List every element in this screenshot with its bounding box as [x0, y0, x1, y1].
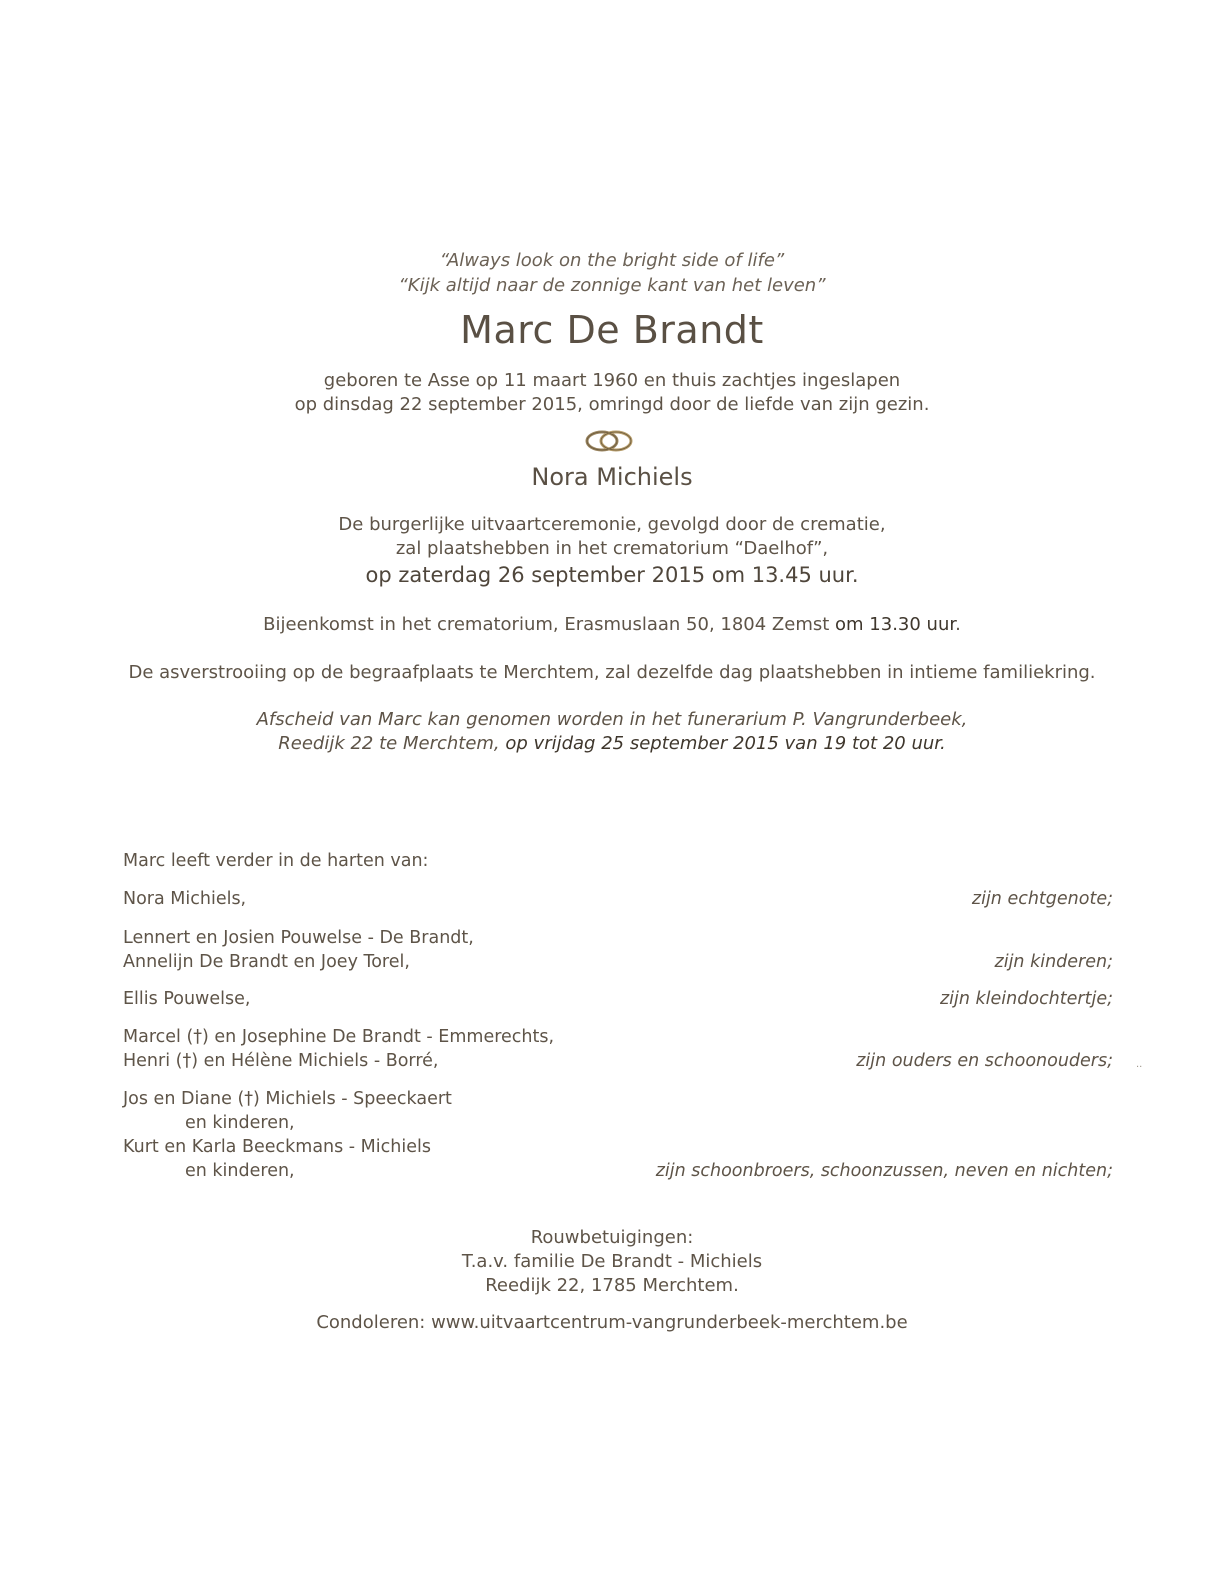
spouse-role: zijn echtgenote; [971, 889, 1113, 909]
spouse-row [123, 889, 1113, 913]
condolence-address-1: T.a.v. familie De Brandt - Michiels [461, 1251, 763, 1272]
condolence-address-2: Reedijk 22, 1785 Merchtem. [485, 1275, 739, 1296]
quote-english: “Always look on the bright side of life” [439, 250, 785, 271]
ceremony-line-1: De burgerlijke uitvaartceremonie, gevolgd door de crematie, [338, 514, 886, 535]
ceremony-line-2: zal plaatshebben in het crematorium “Daelhof”, [395, 538, 829, 559]
parents-row-1: Marcel (†) en Josephine De Brandt - Emmerechts, [123, 1027, 555, 1047]
gathering-end: . [955, 614, 961, 635]
child-row-2: Annelijn De Brandt en Joey Torel, zijn kinderen; [123, 952, 1113, 972]
parents-role: zijn ouders en schoonouders; [856, 1051, 1113, 1071]
inlaws-row-2-kids: en kinderen, zijn schoonbroers, schoonzussen, neven en nichten; [185, 1161, 1113, 1181]
farewell-place: Reedijk 22 te Merchtem, [278, 733, 506, 754]
inlaws-role: zijn schoonbroers, schoonzussen, neven en nichten; [655, 1161, 1113, 1181]
farewell-time: op vrijdag 25 september 2015 van 19 tot 20 uur. [505, 733, 946, 754]
ceremony-date: op zaterdag 26 september 2015 om 13.45 uur. [365, 563, 859, 587]
partner-name: Nora Michiels [531, 463, 693, 491]
inlaws-row-1: Jos en Diane (†) Michiels - Speeckaert [123, 1089, 452, 1109]
children-role: zijn kinderen; [994, 952, 1113, 972]
online-condolence-link[interactable]: Condoleren: www.uitvaartcentrum-vangrunderbeek-merchtem.be [316, 1312, 908, 1333]
gathering-time: om 13.30 uur [835, 614, 956, 635]
grandchild-role: zijn kleindochtertje; [939, 989, 1113, 1009]
child-row-1: Lennert en Josien Pouwelse - De Brandt, [123, 928, 474, 948]
spouse-name: Nora Michiels, [123, 889, 247, 909]
inlaws-row-1-kids: en kinderen, [185, 1113, 295, 1133]
condolence-title: Rouwbetuigingen: [530, 1227, 694, 1248]
wedding-rings-icon [584, 428, 634, 454]
gathering-text: Bijeenkomst in het crematorium, Erasmuslaan 50, 1804 Zemst [263, 614, 836, 635]
parents-row-2: Henri (†) en Hélène Michiels - Borré, zijn ouders en schoonouders; [123, 1051, 1113, 1071]
family-intro: Marc leeft verder in de harten van: [123, 851, 429, 871]
gathering-line [0, 614, 1224, 635]
quote-dutch: “Kijk altijd naar de zonnige kant van het leven” [398, 275, 826, 296]
grandchild-row: Ellis Pouwelse, zijn kleindochtertje; [123, 989, 1113, 1009]
farewell-line-1: Afscheid van Marc kan genomen worden in het funerarium P. Vangrunderbeek, [256, 709, 968, 730]
inlaws-row-2: Kurt en Karla Beeckmans - Michiels [123, 1137, 431, 1157]
death-line: op dinsdag 22 september 2015, omringd door de liefde van zijn gezin. [294, 394, 930, 415]
scattering-line: De asverstrooiing op de begraafplaats te Merchtem, zal dezelfde dag plaatshebben in intieme familiekring. [128, 662, 1096, 683]
birth-line: geboren te Asse op 11 maart 1960 en thuis zachtjes ingeslapen [323, 370, 901, 391]
farewell-line-2 [0, 733, 1224, 754]
deceased-name: Marc De Brandt [460, 308, 764, 352]
stray-marker: .. [1136, 1059, 1143, 1070]
